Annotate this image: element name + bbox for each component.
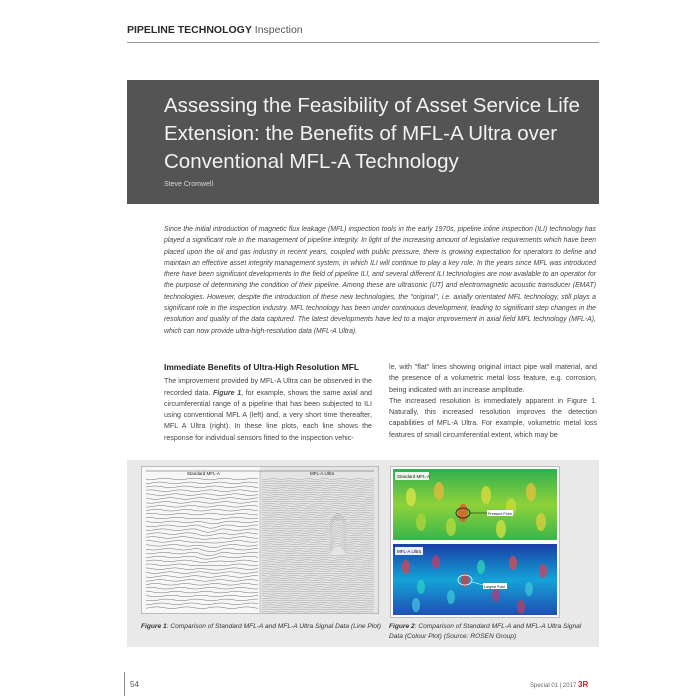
header-section: PIPELINE TECHNOLOGY — [127, 24, 252, 36]
body-paragraph: le, with "flat" lines showing original intact pipe wall material, and the presence of a volumetric metal loss feature, e.g. corrosion, being indicated with an increase amplitude. — [389, 363, 597, 394]
fig2-panel-bottom-label: MFL-A Ultra — [397, 549, 422, 554]
fig2-heat-blob — [406, 488, 416, 506]
fig1-caption-text: : Comparison of Standard MFL-A and MFL-A Ultra Signal Data (Line Plot) — [166, 623, 381, 630]
header-subsection: Inspection — [254, 24, 303, 36]
fig2-heat-blob — [447, 590, 455, 604]
fig2-heat-blob — [525, 582, 533, 596]
fig2-heat-blob — [434, 482, 444, 500]
article-title: Assessing the Feasibility of Asset Service Life Extension: the Benefits of MFL-A Ultra over Conventional MFL-A Technology — [164, 94, 580, 173]
body-paragraph: The increased resolution is immediately apparent in Figure 1. Naturally, this increased resolution improves the detection capabilities of MFL-A Ultra. For example, volumetric metal loss features of small circumferential extent, which may be — [389, 396, 597, 439]
fig2-caption-source: (Source: ROSEN Group) — [443, 633, 517, 640]
fig1-label-left: Standard MFL-A — [187, 471, 221, 476]
fig2-heat-blob — [526, 483, 536, 501]
body-text-b: , for example, shows the same axial and circumferential range of a pipeline that has been subjected to ILI using conventional MFL A (left) and, a very short time thereafter, MFL A Ultra (right). In these line plots, each line shows the response for individual sensors fitted to the inspection vehic- — [164, 388, 372, 442]
fig2-heat-blob — [536, 513, 546, 531]
fig2-heat-blob — [416, 513, 426, 531]
line-plot-graphic — [142, 467, 378, 613]
fig2-heat-blob — [509, 556, 517, 570]
figure-1-line-plot — [141, 466, 379, 614]
colour-plot-graphic — [391, 467, 559, 617]
fig2-heat-blob — [412, 598, 420, 612]
figure-2-caption — [389, 622, 589, 642]
fig1-label-right: MFL-A Ultra — [310, 471, 335, 476]
body-column-1 — [164, 362, 372, 444]
fig2-heat-blob — [446, 518, 456, 536]
page-number: 54 — [130, 680, 139, 689]
fig2-caption-label: Figure 2 — [389, 623, 415, 630]
fig2-callout-top: Pressure Point — [488, 511, 512, 516]
header-divider — [127, 42, 599, 43]
figure-2-colour-plot — [390, 466, 560, 618]
footer-divider — [124, 672, 125, 696]
title-banner — [127, 80, 599, 204]
running-header — [127, 24, 303, 36]
fig2-panel-top-label: Standard MFL-A — [397, 474, 431, 479]
fig2-heat-blob — [517, 600, 525, 614]
figure-1-caption — [141, 622, 381, 632]
article-author: Steve Cromwell — [164, 181, 214, 188]
fig2-heat-blob — [432, 555, 440, 569]
fig2-callout-bottom: Largest Point — [484, 584, 506, 589]
fig2-heat-blob — [458, 504, 468, 522]
issue-label: Special 01 | 2017 — [530, 683, 577, 689]
fig2-heat-blob — [539, 564, 547, 578]
fig2-heat-blob — [496, 520, 506, 538]
figure-reference[interactable]: Figure 1 — [212, 388, 242, 397]
body-text-a: The improvement provided by MFL-A Ultra can be observed in the recorded data. — [164, 377, 372, 397]
fig2-heat-blob — [417, 580, 425, 594]
body-column-2 — [389, 362, 597, 441]
fig2-caption-text: : Comparison of Standard MFL-A and MFL-A Ultra Signal Data (Colour Plot) — [389, 623, 582, 640]
section-heading: Immediate Benefits of Ultra-High Resolution MFL — [164, 362, 359, 372]
body-paragraph — [164, 376, 372, 444]
publisher-logo: 3R — [578, 680, 589, 689]
fig1-caption-label: Figure 1 — [141, 623, 167, 630]
fig2-heat-blob — [481, 486, 491, 504]
fig2-heat-blob — [477, 560, 485, 574]
article-abstract: Since the initial introduction of magnetic flux leakage (MFL) inspection tools in the early 1970s, pipeline inline inspection (ILI) technology has played a significant role in the management of pipeline integrity. In light of the increasing amount of legislative requirements which have been placed upon the oil and gas industry in recent years, coupled with public pressure, there is growing expectation for operators to define and maintain an effective asset integrity management system, in which ILI will continue to play a key role. In the years since MFL was introduced there have been significant developments in the field of pipeline ILI, and several different ILI technologies are now available to an operator for the purpose of determining the condition of their pipeline. Among these are ultrasonic (UT) and electromagnetic acoustic transducer (EMAT) technologies. However, despite the introduction of these new technologies, the "original", i.e. axially orientated MFL technology, still plays a significant role in the inspection industry. MFL technology has been under continuous development, leading to significant step changes in the resolution and quality of the data captured. The latest developments have led to a major improvement in axial field MFL technology (MFL-A), which can now provide ultra-high-resolution data (MFL-A Ultra). — [164, 226, 596, 335]
fig2-heat-blob — [402, 560, 410, 574]
fig2-heat-blob — [492, 588, 500, 602]
